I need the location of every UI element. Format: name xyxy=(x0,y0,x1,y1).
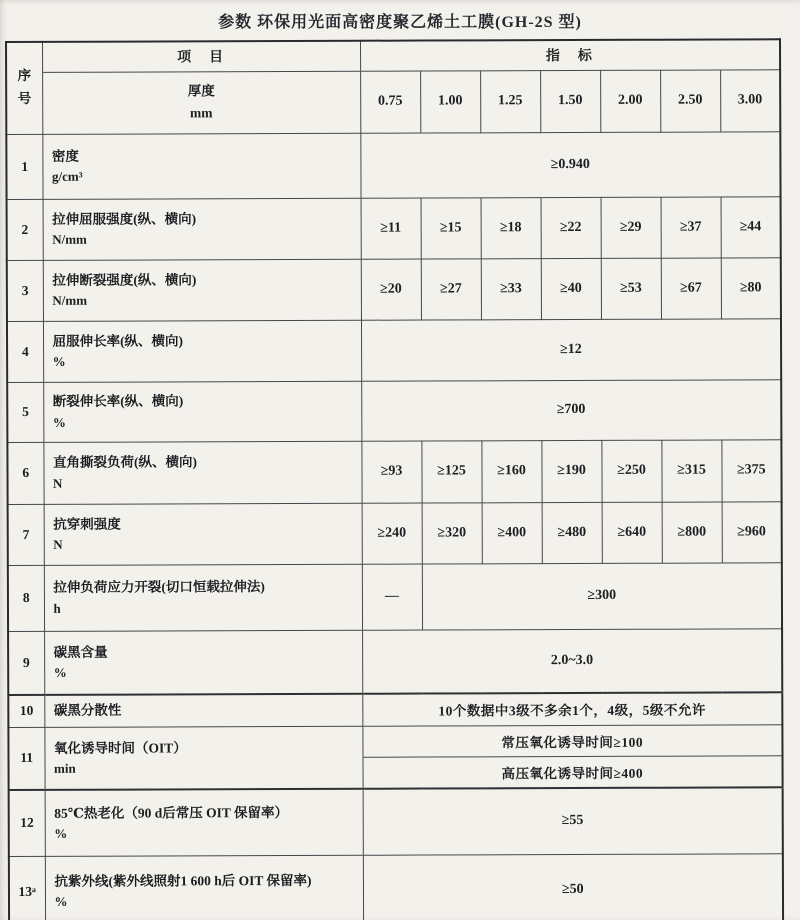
item-unit: N/mm xyxy=(52,292,88,308)
thickness-unit: mm xyxy=(189,105,213,121)
row-item xyxy=(44,564,362,631)
thickness-value: 1.25 xyxy=(480,70,540,132)
table-row xyxy=(9,853,783,920)
row-value: ≥37 xyxy=(661,197,721,258)
row-number: 9 xyxy=(8,631,44,695)
row-value: ≥22 xyxy=(541,197,601,258)
item-unit: % xyxy=(52,353,66,369)
row-value: ≥190 xyxy=(541,440,601,502)
table-row xyxy=(8,692,782,727)
spec-table xyxy=(5,38,784,920)
row-value: ≥33 xyxy=(481,258,541,319)
table-row xyxy=(8,628,782,695)
item-unit: N xyxy=(53,475,63,491)
item-name: 密度 xyxy=(51,148,79,164)
item-unit: % xyxy=(53,665,67,681)
row-value: ≥40 xyxy=(541,258,601,319)
row-item xyxy=(45,855,363,920)
header-seq: 序号 xyxy=(6,42,42,134)
row-value: ≥44 xyxy=(721,196,781,257)
item-unit: N/mm xyxy=(52,231,87,247)
item-unit: h xyxy=(53,600,61,616)
row-number: 1 xyxy=(6,134,42,199)
table-row xyxy=(8,562,782,631)
item-unit: % xyxy=(54,825,68,841)
row-item xyxy=(43,320,361,382)
row-value-span: ≥12 xyxy=(361,318,781,380)
row-number: 11 xyxy=(8,727,44,790)
thickness-value: 2.00 xyxy=(600,70,660,132)
table-row xyxy=(7,318,781,382)
header-thickness xyxy=(42,71,360,134)
row-item xyxy=(44,726,362,790)
header-indicator: 指 标 xyxy=(360,39,780,70)
row-item xyxy=(43,198,361,260)
row-value: ≥250 xyxy=(601,440,661,502)
row-value: ≥640 xyxy=(602,502,662,563)
item-unit: min xyxy=(54,760,76,776)
thickness-value: 1.50 xyxy=(540,70,600,132)
item-unit: N xyxy=(53,536,63,552)
row-item xyxy=(42,133,360,199)
thickness-value: 1.00 xyxy=(420,70,480,132)
item-unit: % xyxy=(52,414,66,430)
table-header-row xyxy=(6,69,780,134)
row-value: ≥67 xyxy=(661,258,721,319)
row-item xyxy=(44,503,362,565)
row-value-span: 10个数据中3级不多余1个，4级，5级不允许 xyxy=(362,692,782,725)
table-header-row xyxy=(6,39,780,72)
row-value: — xyxy=(362,564,422,630)
item-name: 碳黑分散性 xyxy=(53,702,122,718)
item-name: 拉伸负荷应力开裂(切口恒载拉伸法) xyxy=(53,579,265,596)
row-value: ≥315 xyxy=(661,440,721,502)
table-row xyxy=(7,196,781,260)
row-value: ≥160 xyxy=(481,440,541,502)
thickness-value: 2.50 xyxy=(660,70,720,132)
item-name: 断裂伸长率(纵、横向) xyxy=(52,393,184,410)
row-item xyxy=(43,381,361,442)
row-number: 4 xyxy=(7,321,43,382)
table-row xyxy=(9,787,783,856)
row-number: 2 xyxy=(7,199,43,260)
item-unit: g/cm³ xyxy=(51,168,83,184)
item-name: 拉伸屈服强度(纵、横向) xyxy=(52,211,197,227)
item-name: 抗紫外线(紫外线照射1 600 h后 OIT 保留率) xyxy=(54,872,312,889)
row-item xyxy=(43,259,361,321)
item-name: 拉伸断裂强度(纵、横向) xyxy=(52,272,197,288)
row-value-span: 2.0~3.0 xyxy=(362,628,782,693)
item-name: 氧化诱导时间（OIT） xyxy=(53,739,187,756)
row-item xyxy=(44,694,362,727)
table-row xyxy=(8,724,782,758)
row-value: ≥400 xyxy=(482,502,542,563)
row-number: 6 xyxy=(7,442,43,504)
row-value: ≥480 xyxy=(542,502,602,563)
thickness-value: 3.00 xyxy=(720,69,780,131)
row-value: ≥93 xyxy=(361,441,421,503)
table-row xyxy=(7,257,781,321)
row-value: ≥80 xyxy=(721,257,781,318)
row-value: ≥960 xyxy=(722,501,782,562)
item-name: 碳黑含量 xyxy=(53,644,108,660)
row-value-span: ≥0.940 xyxy=(360,131,780,197)
item-name: 抗穿刺强度 xyxy=(53,516,121,532)
row-value: ≥29 xyxy=(601,197,661,258)
table-row xyxy=(7,439,781,504)
row-value: ≥125 xyxy=(421,440,481,502)
row-value: ≥18 xyxy=(481,197,541,258)
row-subvalue: 常压氧化诱导时间≥100 xyxy=(362,724,782,756)
row-value-span: ≥55 xyxy=(363,787,783,854)
row-number: 13ᵃ xyxy=(9,856,45,920)
row-value: ≥20 xyxy=(361,259,421,320)
row-value: ≥375 xyxy=(721,439,781,501)
document-title: 参数 环保用光面高密度聚乙烯土工膜(GH-2S 型) xyxy=(218,14,582,31)
row-value-span: ≥300 xyxy=(422,562,782,629)
row-value-span: ≥50 xyxy=(363,853,783,920)
item-name: 屈服伸长率(纵、横向) xyxy=(52,333,184,349)
row-number: 8 xyxy=(8,565,44,631)
row-number: 10 xyxy=(8,695,44,727)
table-row xyxy=(6,131,780,199)
row-number: 7 xyxy=(8,504,44,565)
table-row xyxy=(7,379,781,442)
thickness-label: 厚度 xyxy=(187,83,215,99)
thickness-value: 0.75 xyxy=(360,71,420,133)
row-subvalue: 高压氧化诱导时间≥400 xyxy=(363,755,783,788)
row-number: 12 xyxy=(9,790,45,856)
row-value: ≥11 xyxy=(361,198,421,259)
row-item xyxy=(43,441,361,504)
row-value: ≥320 xyxy=(422,502,482,563)
row-number: 5 xyxy=(7,382,43,442)
item-unit: % xyxy=(54,894,68,910)
table-row xyxy=(8,501,782,565)
row-item xyxy=(44,630,362,695)
row-value: ≥53 xyxy=(601,258,661,319)
row-value: ≥800 xyxy=(662,502,722,563)
header-item: 项 目 xyxy=(42,41,360,72)
row-value: ≥15 xyxy=(421,197,481,258)
item-name: 85℃热老化（90 d后常压 OIT 保留率） xyxy=(54,804,289,821)
row-value: ≥27 xyxy=(421,258,481,319)
row-item xyxy=(45,789,363,856)
row-number: 3 xyxy=(7,260,43,321)
row-value-span: ≥700 xyxy=(361,379,781,440)
row-value: ≥240 xyxy=(362,503,422,564)
item-name: 直角撕裂负荷(纵、横向) xyxy=(52,454,197,471)
